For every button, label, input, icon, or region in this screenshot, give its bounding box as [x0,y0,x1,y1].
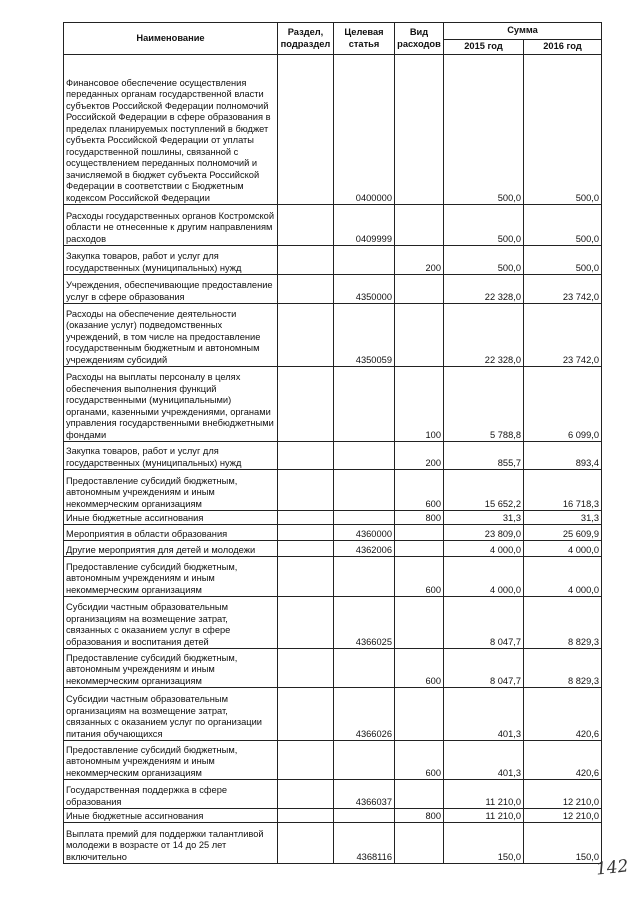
row-expense-type [395,55,444,205]
header-section-line2: подраздел [280,38,331,49]
row-name: Финансовое обеспечение осуществления переданных органам государственной власти субъектов Российской Федерации полномочий Российской Федерации в сфере образования в пределах планируемых поступлений в бюджет субъекта Российской Федерации от уплаты государственной пошлины, связанной с осуществлением переданных полномочий и зачисляемой в бюджет субъекта Российской Федерации в соответствии с Бюджетным кодексом Российской Федерации [64,55,278,205]
header-section [278,23,334,55]
table-row [64,205,602,246]
table-row [64,470,602,511]
row-name: Предоставление субсидий бюджетным, автономным учреждениям и иным некоммерческим организациям [64,470,278,511]
header-year-2015: 2015 год [444,40,524,55]
table-row [64,525,602,541]
row-sum-2016: 500,0 [524,205,602,246]
row-name: Иные бюджетные ассигнования [64,511,278,525]
row-section [278,304,334,367]
row-target-code: 4362006 [334,541,395,557]
row-section [278,275,334,304]
row-expense-type [395,688,444,741]
table-body [64,55,602,864]
row-expense-type: 600 [395,741,444,780]
table-row [64,275,602,304]
row-expense-type: 600 [395,470,444,511]
row-target-code: 4366037 [334,780,395,809]
row-sum-2016: 893,4 [524,442,602,470]
row-sum-2016: 25 609,9 [524,525,602,541]
row-sum-2015: 22 328,0 [444,304,524,367]
row-section [278,541,334,557]
row-expense-type [395,275,444,304]
header-section-line1: Раздел, [287,27,324,37]
budget-table [63,22,602,864]
row-target-code [334,367,395,442]
header-type-line1: Вид [409,27,429,37]
row-name: Государственная поддержка в сфере образования [64,780,278,809]
row-target-code [334,741,395,780]
row-name: Субсидии частным образовательным организациям на возмещение затрат, связанных с оказанием услуг по организации питания обучающихся [64,688,278,741]
table-row [64,809,602,823]
row-sum-2015: 5 788,8 [444,367,524,442]
row-target-code [334,470,395,511]
row-section [278,597,334,649]
row-sum-2016: 23 742,0 [524,304,602,367]
row-sum-2015: 8 047,7 [444,597,524,649]
row-sum-2016: 31,3 [524,511,602,525]
row-name: Закупка товаров, работ и услуг для государственных (муниципальных) нужд [64,246,278,275]
row-name: Иные бюджетные ассигнования [64,809,278,823]
page-number: 142 [595,856,630,880]
row-section [278,55,334,205]
row-section [278,367,334,442]
row-name: Расходы на обеспечение деятельности (оказание услуг) подведомственных учреждений, в том числе на предоставление государственным бюджетным и автономным учреждениям субсидий [64,304,278,367]
row-name: Закупка товаров, работ и услуг для государственных (муниципальных) нужд [64,442,278,470]
row-name: Предоставление субсидий бюджетным, автономным учреждениям и иным некоммерческим организациям [64,741,278,780]
row-name: Расходы на выплаты персоналу в целях обеспечения выполнения функций государственными (муниципальными) органами, казенными учреждениями, органами управления государственными внебюджетными фондами [64,367,278,442]
row-sum-2016: 8 829,3 [524,597,602,649]
table-row [64,741,602,780]
row-expense-type [395,525,444,541]
row-expense-type: 800 [395,511,444,525]
row-sum-2016: 500,0 [524,246,602,275]
row-sum-2015: 15 652,2 [444,470,524,511]
row-target-code: 0409999 [334,205,395,246]
header-name: Наименование [64,23,278,55]
row-section [278,246,334,275]
table-row [64,557,602,597]
row-expense-type [395,541,444,557]
row-target-code: 4368116 [334,823,395,864]
row-section [278,688,334,741]
row-sum-2016: 23 742,0 [524,275,602,304]
row-name: Предоставление субсидий бюджетным, автономным учреждениям и иным некоммерческим организациям [64,557,278,597]
table-row [64,823,602,864]
row-target-code [334,649,395,688]
table-row [64,597,602,649]
row-section [278,823,334,864]
row-section [278,525,334,541]
row-name: Субсидии частным образовательным организациям на возмещение затрат, связанных с оказанием услуг в сфере образования и воспитания детей [64,597,278,649]
row-section [278,205,334,246]
table-row [64,304,602,367]
row-sum-2015: 8 047,7 [444,649,524,688]
row-target-code [334,809,395,823]
row-sum-2016: 4 000,0 [524,557,602,597]
table-row [64,246,602,275]
row-sum-2015: 500,0 [444,205,524,246]
row-expense-type: 600 [395,557,444,597]
row-expense-type: 100 [395,367,444,442]
row-sum-2016: 8 829,3 [524,649,602,688]
row-name: Учреждения, обеспечивающие предоставление услуг в сфере образования [64,275,278,304]
row-sum-2015: 11 210,0 [444,809,524,823]
row-target-code: 4366025 [334,597,395,649]
row-target-code [334,442,395,470]
row-section [278,511,334,525]
row-expense-type: 200 [395,246,444,275]
row-section [278,557,334,597]
table-row [64,442,602,470]
table-row [64,511,602,525]
header-target [334,23,395,55]
row-expense-type [395,780,444,809]
row-sum-2016: 12 210,0 [524,780,602,809]
header-target-line2: статья [348,38,380,49]
row-sum-2015: 31,3 [444,511,524,525]
row-target-code: 4350000 [334,275,395,304]
table-row [64,367,602,442]
table-row [64,780,602,809]
row-target-code: 4366026 [334,688,395,741]
row-sum-2015: 150,0 [444,823,524,864]
row-section [278,442,334,470]
row-sum-2016: 150,0 [524,823,602,864]
table-header [64,23,602,55]
row-section [278,780,334,809]
row-sum-2015: 500,0 [444,246,524,275]
row-target-code [334,511,395,525]
table-row [64,541,602,557]
row-sum-2015: 401,3 [444,688,524,741]
row-name: Другие мероприятия для детей и молодежи [64,541,278,557]
row-expense-type: 600 [395,649,444,688]
table-row [64,55,602,205]
row-section [278,741,334,780]
header-year-2016: 2016 год [524,40,602,55]
table-row [64,649,602,688]
row-expense-type: 800 [395,809,444,823]
row-target-code [334,246,395,275]
row-sum-2015: 4 000,0 [444,541,524,557]
header-type [395,23,444,55]
row-expense-type [395,205,444,246]
row-target-code: 4360000 [334,525,395,541]
row-sum-2016: 6 099,0 [524,367,602,442]
row-target-code: 4350059 [334,304,395,367]
row-section [278,470,334,511]
header-type-line2: расходов [397,38,441,49]
row-expense-type: 200 [395,442,444,470]
row-section [278,649,334,688]
header-sum: Сумма [444,23,602,40]
row-section [278,809,334,823]
row-sum-2015: 401,3 [444,741,524,780]
row-expense-type [395,597,444,649]
row-name: Выплата премий для поддержки талантливой молодежи в возрасте от 14 до 25 лет включительно [64,823,278,864]
row-name: Расходы государственных органов Костромской области не отнесенные к другим направлениям расходов [64,205,278,246]
header-target-line1: Целевая [344,27,384,37]
row-sum-2016: 420,6 [524,741,602,780]
row-expense-type [395,823,444,864]
budget-sheet [63,22,601,864]
row-sum-2015: 500,0 [444,55,524,205]
table-row [64,688,602,741]
row-sum-2015: 4 000,0 [444,557,524,597]
row-target-code [334,557,395,597]
row-target-code: 0400000 [334,55,395,205]
row-sum-2016: 500,0 [524,55,602,205]
row-sum-2016: 420,6 [524,688,602,741]
row-sum-2016: 4 000,0 [524,541,602,557]
row-sum-2016: 16 718,3 [524,470,602,511]
row-sum-2015: 22 328,0 [444,275,524,304]
row-sum-2015: 11 210,0 [444,780,524,809]
row-expense-type [395,304,444,367]
row-name: Предоставление субсидий бюджетным, автономным учреждениям и иным некоммерческим организациям [64,649,278,688]
row-name: Мероприятия в области образования [64,525,278,541]
row-sum-2015: 855,7 [444,442,524,470]
row-sum-2015: 23 809,0 [444,525,524,541]
row-sum-2016: 12 210,0 [524,809,602,823]
